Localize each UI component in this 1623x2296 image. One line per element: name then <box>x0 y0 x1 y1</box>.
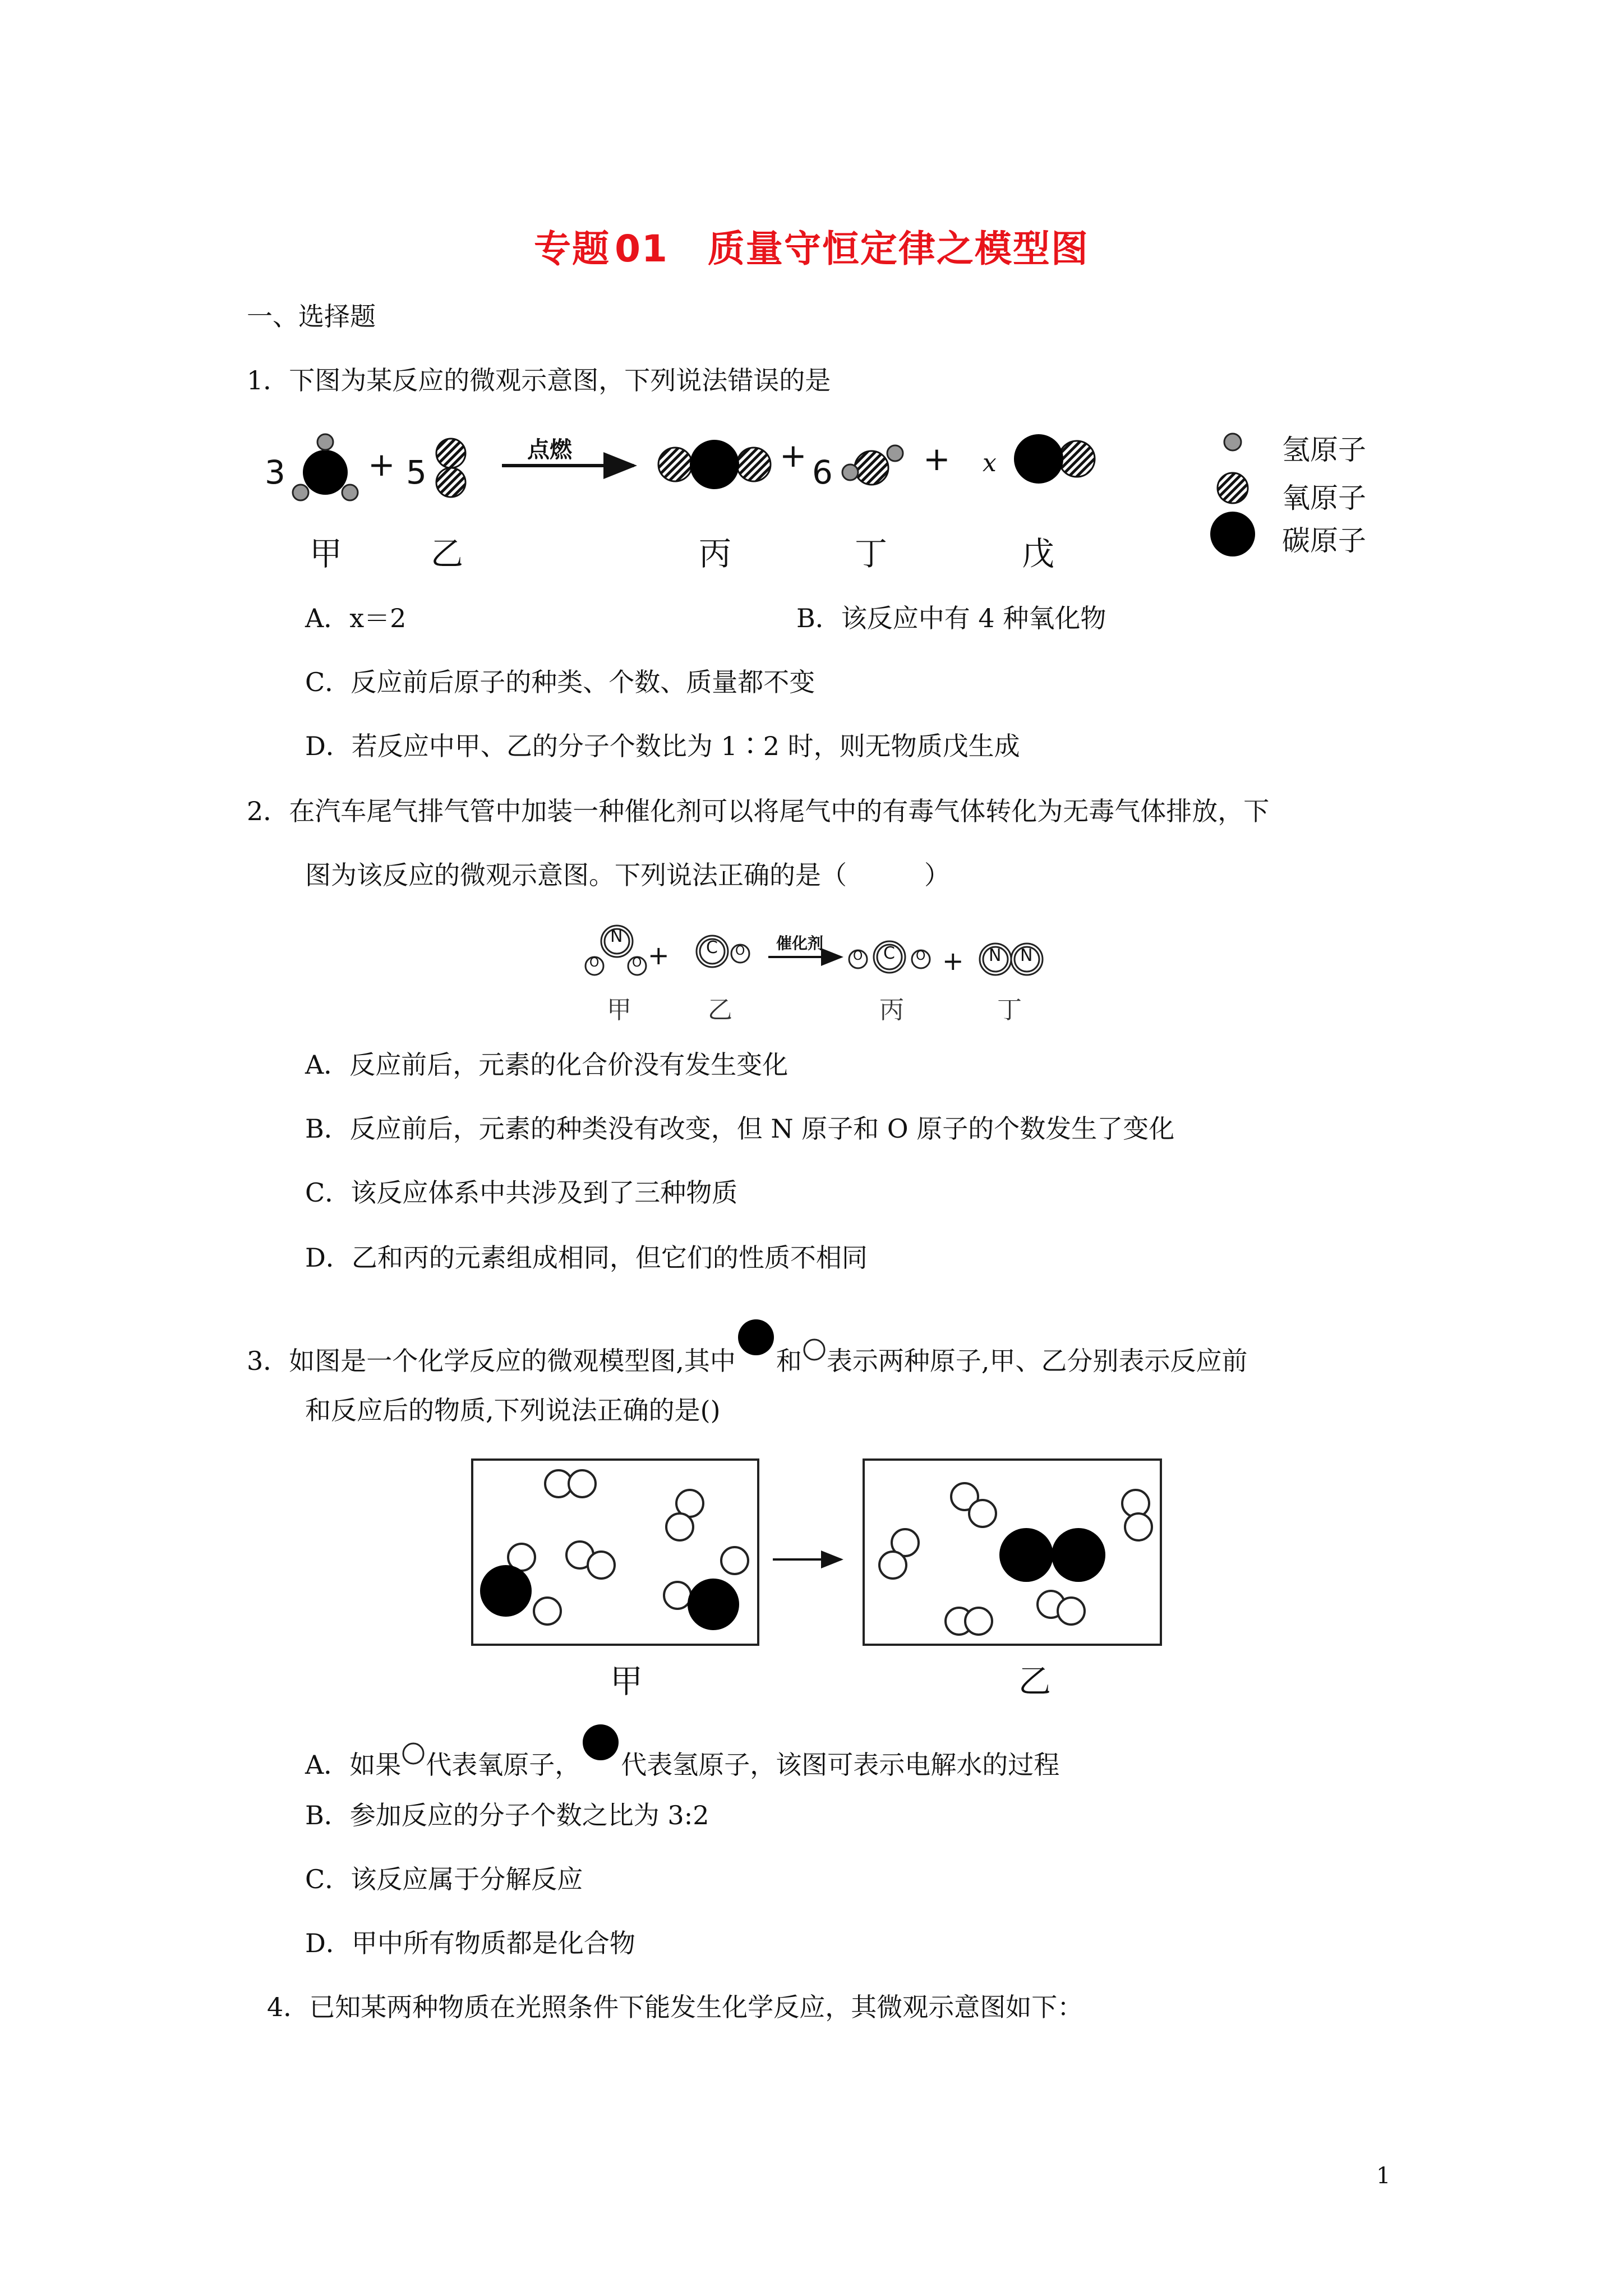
q4-stem: 4．已知某两种物质在光照条件下能发生化学反应，其微观示意图如下： <box>267 1992 1083 2022</box>
q3-stem-line1 <box>247 1329 1248 1378</box>
q2-atom-o-3: O <box>735 944 745 958</box>
q3-option-a-a: A．如果 <box>305 1750 402 1780</box>
page-number: 1 <box>1376 2163 1391 2189</box>
q1-label-jia: 甲 <box>310 535 343 573</box>
title-number: 01 <box>615 227 668 270</box>
black-atom-icon <box>736 1317 776 1358</box>
q3-option-a <box>305 1733 1059 1782</box>
q2-option-b: B．反应前后，元素的种类没有改变，但 N 原子和 O 原子的个数发生了变化 <box>305 1114 1175 1144</box>
q1-condition: 点燃 <box>527 437 572 463</box>
q1-label-yi: 乙 <box>431 535 464 573</box>
q2-stem-line2: 图为该反应的微观示意图。下列说法正确的是（ ） <box>305 860 950 890</box>
q1-legend-carbon: 碳原子 <box>1282 524 1366 557</box>
q1-label-bing: 丙 <box>699 535 732 573</box>
q2-atom-n-1: N <box>610 927 623 946</box>
q1-molecule-bing <box>656 436 774 493</box>
q2-stem-line1: 2．在汽车尾气排气管中加装一种催化剂可以将尾气中的有毒气体转化为无毒气体排放，下 <box>247 796 1270 826</box>
white-atom-icon <box>802 1337 827 1362</box>
q3-stem-a: 3．如图是一个化学反应的微观模型图,其中 <box>247 1346 736 1376</box>
q2-atom-o-1: O <box>589 956 600 970</box>
q1-arrow <box>499 460 639 477</box>
q3-option-b: B．参加反应的分子个数之比为 3:2 <box>305 1800 709 1830</box>
q1-stem: 1．下图为某反应的微观示意图，下列说法错误的是 <box>247 365 831 395</box>
q2-option-a: A．反应前后，元素的化合价没有发生变化 <box>305 1050 789 1080</box>
q1-option-d: D．若反应中甲、乙的分子个数比为 1∶2 时，则无物质戊生成 <box>305 731 1020 761</box>
white-atom-icon <box>401 1741 426 1766</box>
q1-option-c: C．反应前后原子的种类、个数、质量都不变 <box>305 667 815 697</box>
q1-plus-2: + <box>780 436 807 475</box>
q2-atom-n-2: N <box>989 946 1002 965</box>
q1-molecule-jia <box>292 432 365 510</box>
q1-molecule-yi <box>432 436 471 504</box>
q1-label-ding: 丁 <box>855 535 888 573</box>
q1-option-a: A．x＝2 <box>305 603 407 633</box>
q3-stem-c: 表示两种原子,甲、乙分别表示反应前 <box>826 1346 1248 1376</box>
title-prefix: 专题 <box>534 227 611 270</box>
q1-coeff-ding: 6 <box>812 453 833 491</box>
q3-stem-line2: 和反应后的物质,下列说法正确的是() <box>305 1395 721 1425</box>
q3-option-d: D．甲中所有物质都是化合物 <box>305 1928 635 1958</box>
q1-option-b: B．该反应中有 4 种氧化物 <box>796 603 1106 633</box>
q2-option-c: C．该反应体系中共涉及到了三种物质 <box>305 1177 738 1208</box>
section-heading: 一、选择题 <box>247 301 376 332</box>
q1-plus-1: + <box>368 445 395 484</box>
q2-label-yi: 乙 <box>708 996 732 1024</box>
q1-molecule-wu <box>1009 431 1110 493</box>
q1-plus-3: + <box>923 440 951 478</box>
q1-legend-icons <box>1206 421 1262 561</box>
q2-label-jia: 甲 <box>607 996 631 1024</box>
q1-legend-oxygen: 氧原子 <box>1282 482 1366 514</box>
black-atom-icon <box>580 1722 621 1763</box>
q1-label-wu: 戊 <box>1022 535 1055 573</box>
q1-coeff-yi: 5 <box>406 453 427 491</box>
q3-label-jia: 甲 <box>610 1662 643 1700</box>
q1-coeff-wu: x <box>983 449 997 477</box>
q3-option-a-b: 代表氧原子， <box>426 1750 581 1780</box>
title-name: 质量守恒定律之模型图 <box>707 227 1089 270</box>
q2-atom-n-3: N <box>1020 946 1033 965</box>
q1-coeff-jia: 3 <box>265 453 285 491</box>
q3-label-yi: 乙 <box>1018 1662 1052 1700</box>
q2-diagram <box>578 920 1071 1032</box>
q2-label-ding: 丁 <box>997 996 1022 1024</box>
q2-condition: 催化剂 <box>776 934 824 953</box>
q2-atom-c-1: C <box>706 938 718 958</box>
q2-plus-1: + <box>648 940 670 970</box>
q3-option-c: C．该反应属于分解反应 <box>305 1864 583 1894</box>
q1-legend-hydrogen: 氢原子 <box>1282 434 1366 466</box>
q2-label-bing: 丙 <box>879 996 904 1024</box>
q2-atom-o-5: O <box>916 949 926 963</box>
q2-atom-o-4: O <box>853 949 863 963</box>
q3-option-a-c: 代表氢原子，该图可表示电解水的过程 <box>621 1750 1060 1780</box>
q2-option-d: D．乙和丙的元素组成相同，但它们的性质不相同 <box>305 1243 868 1273</box>
q3-stem-b: 和 <box>776 1346 802 1376</box>
q1-molecule-ding <box>838 440 911 490</box>
q3-diagram <box>471 1458 1166 1649</box>
q2-atom-c-2: C <box>883 944 895 963</box>
q2-plus-2: + <box>942 946 964 976</box>
q2-atom-o-2: O <box>632 956 642 970</box>
q1-diagram <box>0 0 1623 617</box>
